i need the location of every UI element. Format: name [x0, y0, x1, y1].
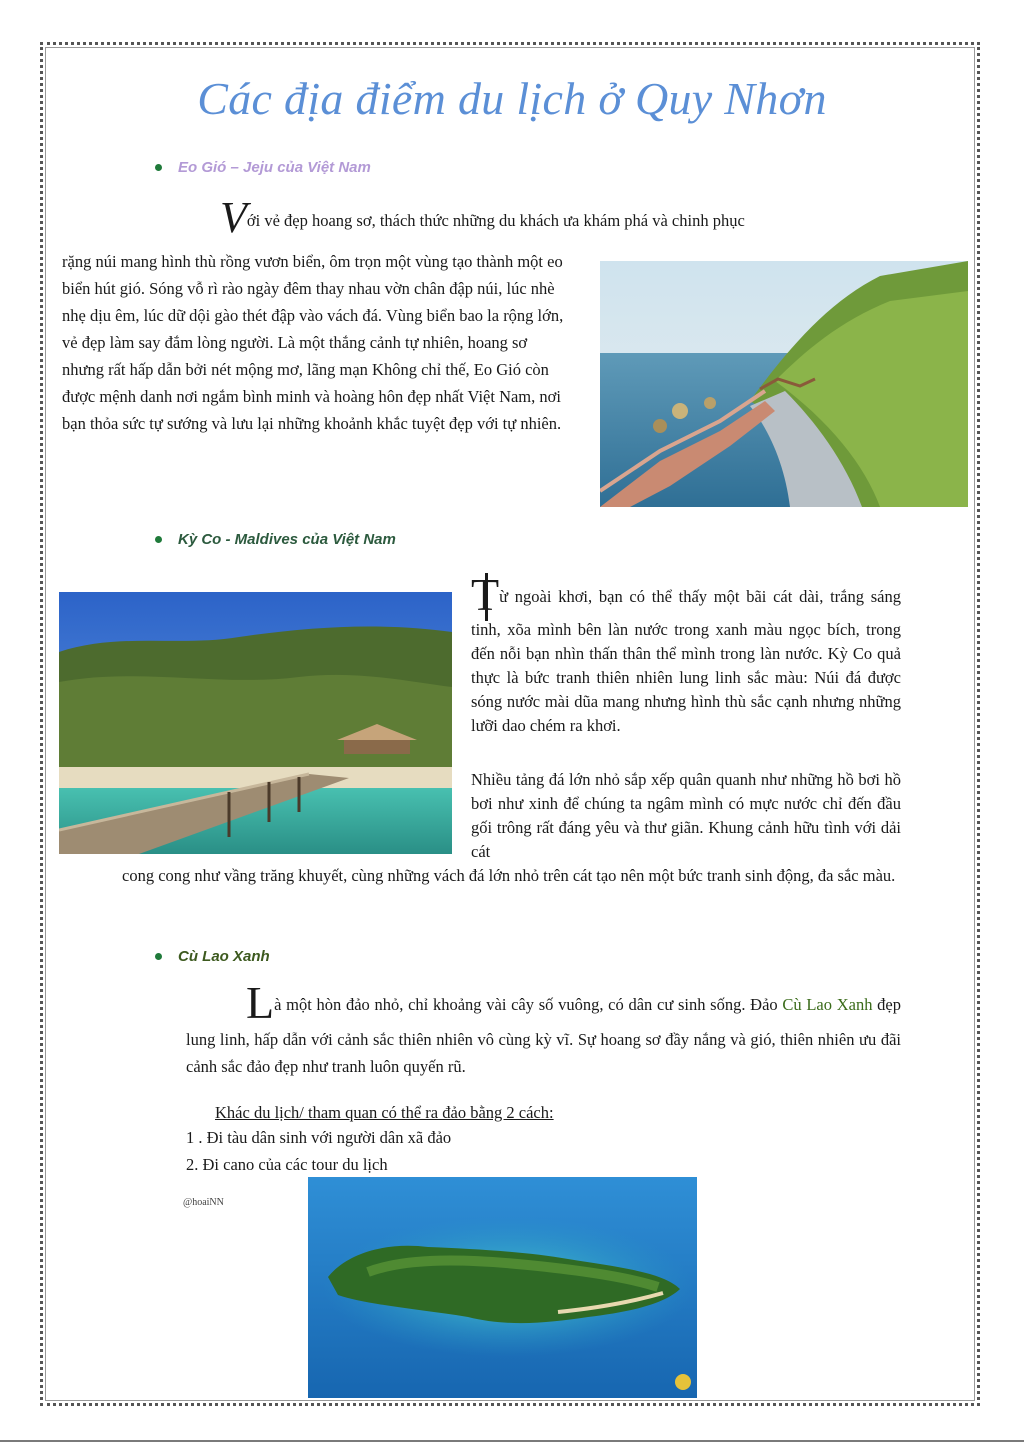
section3-subheading: Khác du lịch/ tham quan có thể ra đảo bằng 2 cách:: [215, 1103, 554, 1122]
bottom-rule: [0, 1440, 1024, 1442]
section2-body-b: Nhiều tảng đá lớn nhỏ sắp xếp quân quanh như những hồ bơi hồ bơi như xinh để chúng ta ngâm mình có mực nước chỉ đến đầu gối trông rất đáng yêu và thư giãn. Khung cảnh hữu tình với dải cát: [471, 770, 901, 861]
section-heading-ky-co: [155, 531, 396, 548]
first-line-text: ới vẻ đẹp hoang sơ, thách thức những du khách ưa khám phá và chinh phục: [246, 211, 745, 230]
highlight-text: Cù Lao Xanh: [782, 995, 873, 1014]
dropcap: T: [471, 569, 500, 620]
section1-first-line: [220, 193, 900, 242]
dropcap: V: [220, 193, 247, 242]
body-post-text: đẹp lung linh, hấp dẫn với cảnh sắc thiên nhiên vô cùng kỳ vĩ. Sự hoang sơ đầy nắng và gió, thiên nhiên ưu đãi cảnh sắc đảo đẹp như tranh luôn quyến rũ.: [186, 995, 902, 1076]
bullet-icon: [155, 164, 162, 171]
body-pre-text: à một hòn đảo nhỏ, chỉ khoảng vài cây số vuông, có dân cư sinh sống. Đảo: [274, 995, 783, 1014]
list-item: 1 . Đi tàu dân sinh với người dân xã đảo: [186, 1128, 452, 1147]
cu-lao-xanh-photo: [308, 1177, 697, 1398]
heading-text: Kỳ Co - Maldives của Việt Nam: [178, 531, 396, 548]
bullet-icon: [155, 953, 162, 960]
heading-text: Cù Lao Xanh: [178, 948, 270, 965]
bullet-icon: [155, 536, 162, 543]
ky-co-photo: [59, 592, 452, 854]
dropcap: L: [246, 977, 275, 1028]
section-heading-eo-gio: [155, 159, 371, 176]
section2-body-c: cong cong như vầng trăng khuyết, cùng những vách đá lớn nhỏ trên cát tạo nên một bức tranh sinh động, đa sắc màu.: [122, 866, 896, 885]
page-title: Các địa điểm du lịch ở Quy Nhơn: [197, 73, 827, 124]
eo-gio-photo: [600, 261, 968, 507]
signature: @hoaiNN: [183, 1197, 224, 1208]
heading-text: Eo Gió – Jeju của Việt Nam: [178, 159, 371, 176]
section3-body: [186, 977, 902, 1080]
section-heading-cu-lao-xanh: [155, 948, 270, 965]
section2-body-a: [471, 569, 901, 738]
section1-body: rặng núi mang hình thù rồng vươn biển, ôm trọn một vùng tạo thành một eo biển hút gió. Sóng vỗ rì rào ngày đêm thay nhau vờn chân đập núi, lúc nhè nhẹ dịu êm, lúc dữ dội gào thét đập vào vách đá. Vùng biển bao la rộng lớn, vẻ đẹp làm say đắm lòng người. Là một thắng cảnh tự nhiên, hoang sơ nhưng rất hấp dẫn bởi nét mộng mơ, lãng mạn Không chỉ thế, Eo Gió còn được mệnh danh nơi ngắm bình minh và hoàng hôn đẹp nhất Việt Nam, nơi bạn thỏa sức tự sướng và lưu lại những khoảnh khắc tuyệt đẹp với tự nhiên.: [62, 252, 564, 433]
list-item: 2. Đi cano của các tour du lịch: [186, 1155, 388, 1174]
body-a-text: ừ ngoài khơi, bạn có thể thấy một bãi cát dài, trắng sáng tinh, xõa mình bên làn nước trong xanh màu ngọc bích, trong đến nỗi bạn nhìn thấn thân thể mình trong làn nước. Kỳ Co quả thực là bức tranh thiên nhiên lung linh sắc màu: Núi đá được sóng nước mài dũa mang nhưng hình thù sắc cạnh nhưng những lưỡi dao chém ra khơi.: [471, 587, 901, 735]
